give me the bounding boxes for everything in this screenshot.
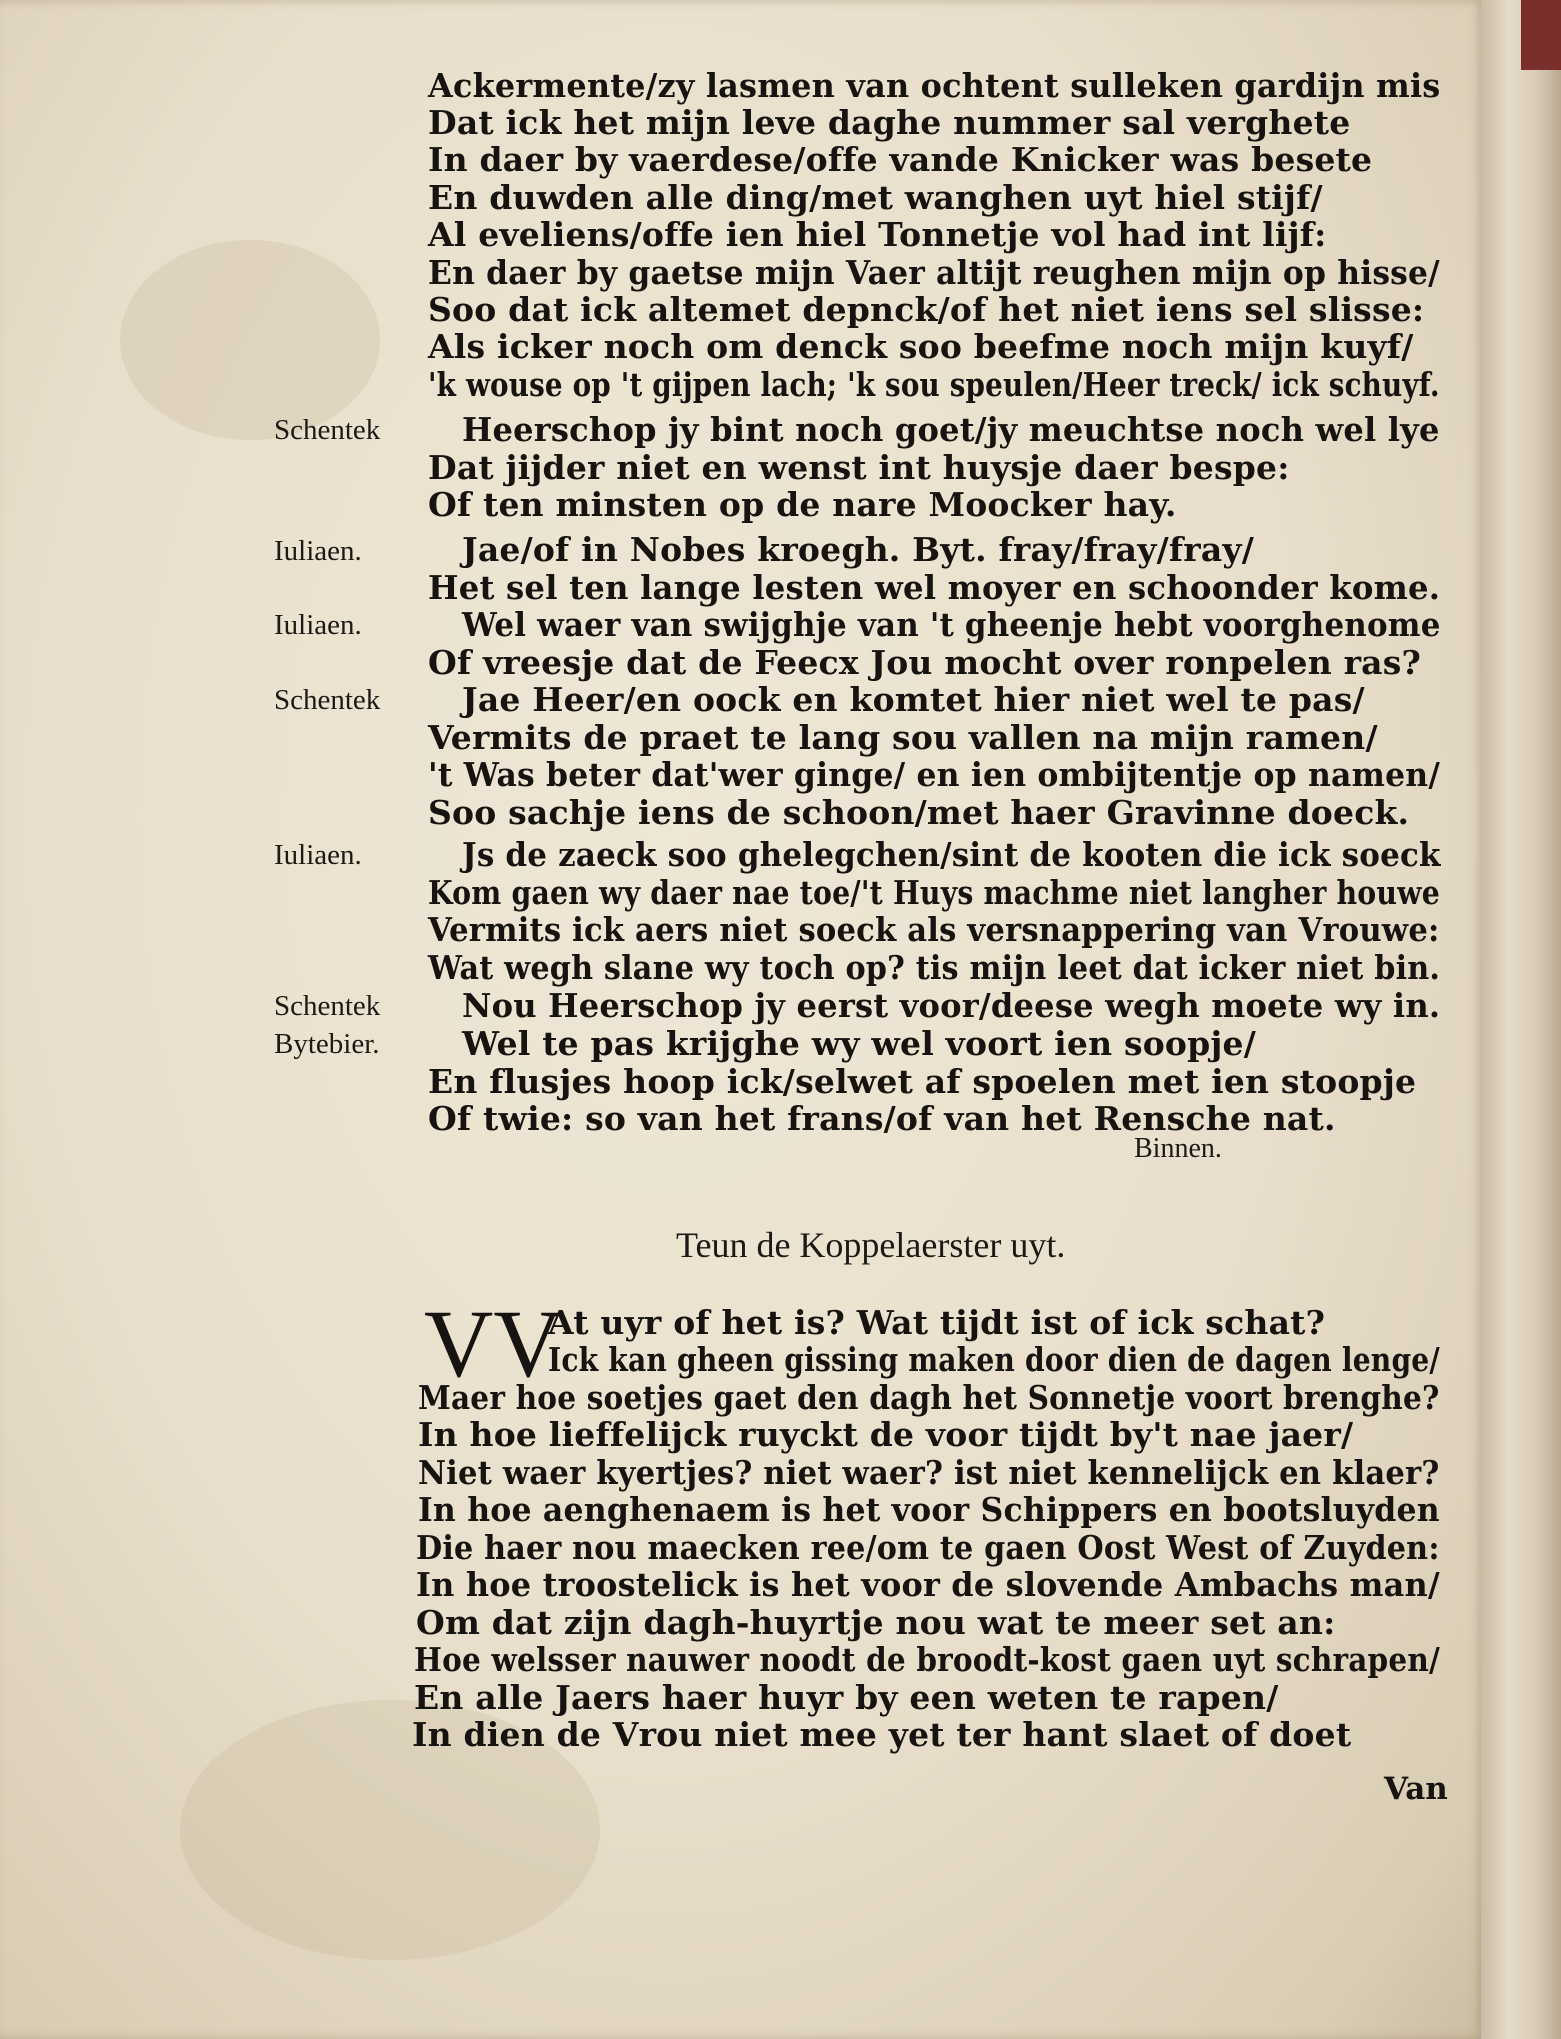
stage-direction: Binnen. (1134, 1133, 1222, 1164)
verse-line: Als icker noch om denck soo beefme noch mijn kuyf/ (428, 327, 1414, 366)
verse-line: Wat wegh slane wy toch op? tis mijn leet dat icker niet bin. (428, 948, 1441, 987)
verse-line: Jae Heer/en oock en komtet hier niet wel te pas/ (462, 680, 1365, 719)
verse-line: Vermits de praet te lang sou vallen na mijn ramen/ (428, 718, 1378, 757)
verse-line: Soo sachje iens de schoon/met haer Gravinne doeck. (428, 793, 1410, 832)
verse-line: Of vreesje dat de Feecx Jou mocht over ronpelen ras? (428, 643, 1422, 682)
speaker-name: Schentek (274, 684, 381, 716)
verse-line: In daer by vaerdese/offe vande Knicker was besete (428, 140, 1373, 179)
speaker-name: Iuliaen. (274, 839, 362, 871)
verse-line: In dien de Vrou niet mee yet ter hant slaet of doet (412, 1715, 1352, 1754)
verse-line: En flusjes hoop ick/selwet af spoelen met ien stoopje (428, 1062, 1417, 1101)
facing-page-edge (1481, 0, 1561, 2039)
verse-line: Het sel ten lange lesten wel moyer en schoonder kome. (428, 568, 1441, 607)
speaker-name: Schentek (274, 414, 381, 446)
verse-line: Om dat zijn dagh-huyrtje nou wat te meer set an: (416, 1603, 1336, 1642)
drop-cap: VV (424, 1290, 563, 1397)
speaker-name: Bytebier. (274, 1028, 380, 1060)
verse-line: Jae/of in Nobes kroegh. Byt. fray/fray/fray/ (462, 530, 1255, 569)
verse-line: In hoe aenghenaem is het voor Schippers en bootsluyden (418, 1490, 1440, 1529)
speaker-name: Schentek (274, 990, 381, 1022)
paper-stain (120, 240, 380, 440)
verse-line: Ackermente/zy lasmen van ochtent sulleken gardijn mis (428, 66, 1441, 105)
verse-line: En duwden alle ding/met wanghen uyt hiel stijf/ (428, 178, 1323, 217)
verse-line: Soo dat ick altemet depnck/of het niet iens sel slisse: (428, 290, 1425, 329)
verse-line: Al eveliens/offe ien hiel Tonnetje vol had int lijf: (428, 215, 1327, 254)
verse-line: Dat jijder niet en wenst int huysje daer bespe: (428, 448, 1290, 487)
verse-line: Niet waer kyertjes? niet waer? ist niet kennelijck en klaer? (418, 1453, 1440, 1492)
verse-line: Heerschop jy bint noch goet/jy meuchtse noch wel lye (462, 410, 1440, 449)
verse-line: Of twie: so van het frans/of van het Rensche nat. (428, 1099, 1336, 1138)
binding-edge (1521, 0, 1561, 70)
verse-line: Vermits ick aers niet soeck als versnappering van Vrouwe: (428, 910, 1440, 949)
verse-line: Wel te pas krijghe wy wel voort ien soopje/ (462, 1024, 1257, 1063)
catchword: Van (1384, 1771, 1448, 1807)
verse-line: Ick kan gheen gissing maken door dien de dagen lenge/ (548, 1340, 1440, 1379)
speaker-name: Iuliaen. (274, 609, 362, 641)
verse-line: En alle Jaers haer huyr by een weten te rapen/ (414, 1678, 1279, 1717)
verse-line: At uyr of het is? Wat tijdt ist of ick schat? (548, 1303, 1326, 1342)
verse-line: Js de zaeck soo ghelegchen/sint de kooten die ick soeck (462, 835, 1441, 874)
verse-line: In hoe lieffelijck ruyckt de voor tijdt by't nae jaer/ (418, 1415, 1354, 1454)
verse-line: 'k wouse op 't gijpen lach; 'k sou speulen/Heer treck/ ick schuyf. (428, 365, 1440, 404)
verse-line: Wel waer van swijghje van 't gheenje hebt voorghenome (462, 605, 1441, 644)
verse-line: Of ten minsten op de nare Moocker hay. (428, 485, 1177, 524)
verse-line: Kom gaen wy daer nae toe/'t Huys machme niet langher houwe (428, 873, 1440, 912)
scene-heading: Teun de Koppelaerster uyt. (676, 1225, 1066, 1265)
verse-line: Dat ick het mijn leve daghe nummer sal verghete (428, 103, 1351, 142)
verse-line: Hoe welsser nauwer noodt de broodt-kost gaen uyt schrapen/ (414, 1640, 1440, 1679)
verse-line: Nou Heerschop jy eerst voor/deese wegh moete wy in. (462, 986, 1441, 1025)
verse-line: Maer hoe soetjes gaet den dagh het Sonnetje voort brenghe? (418, 1378, 1440, 1417)
speaker-name: Iuliaen. (274, 535, 362, 567)
verse-line: En daer by gaetse mijn Vaer altijt reughen mijn op hisse/ (428, 253, 1440, 292)
verse-line: In hoe troostelick is het voor de slovende Ambachs man/ (416, 1565, 1440, 1604)
verse-line: 't Was beter dat'wer ginge/ en ien ombijtentje op namen/ (428, 755, 1441, 794)
verse-line: Die haer nou maecken ree/om te gaen Oost West of Zuyden: (416, 1528, 1440, 1567)
